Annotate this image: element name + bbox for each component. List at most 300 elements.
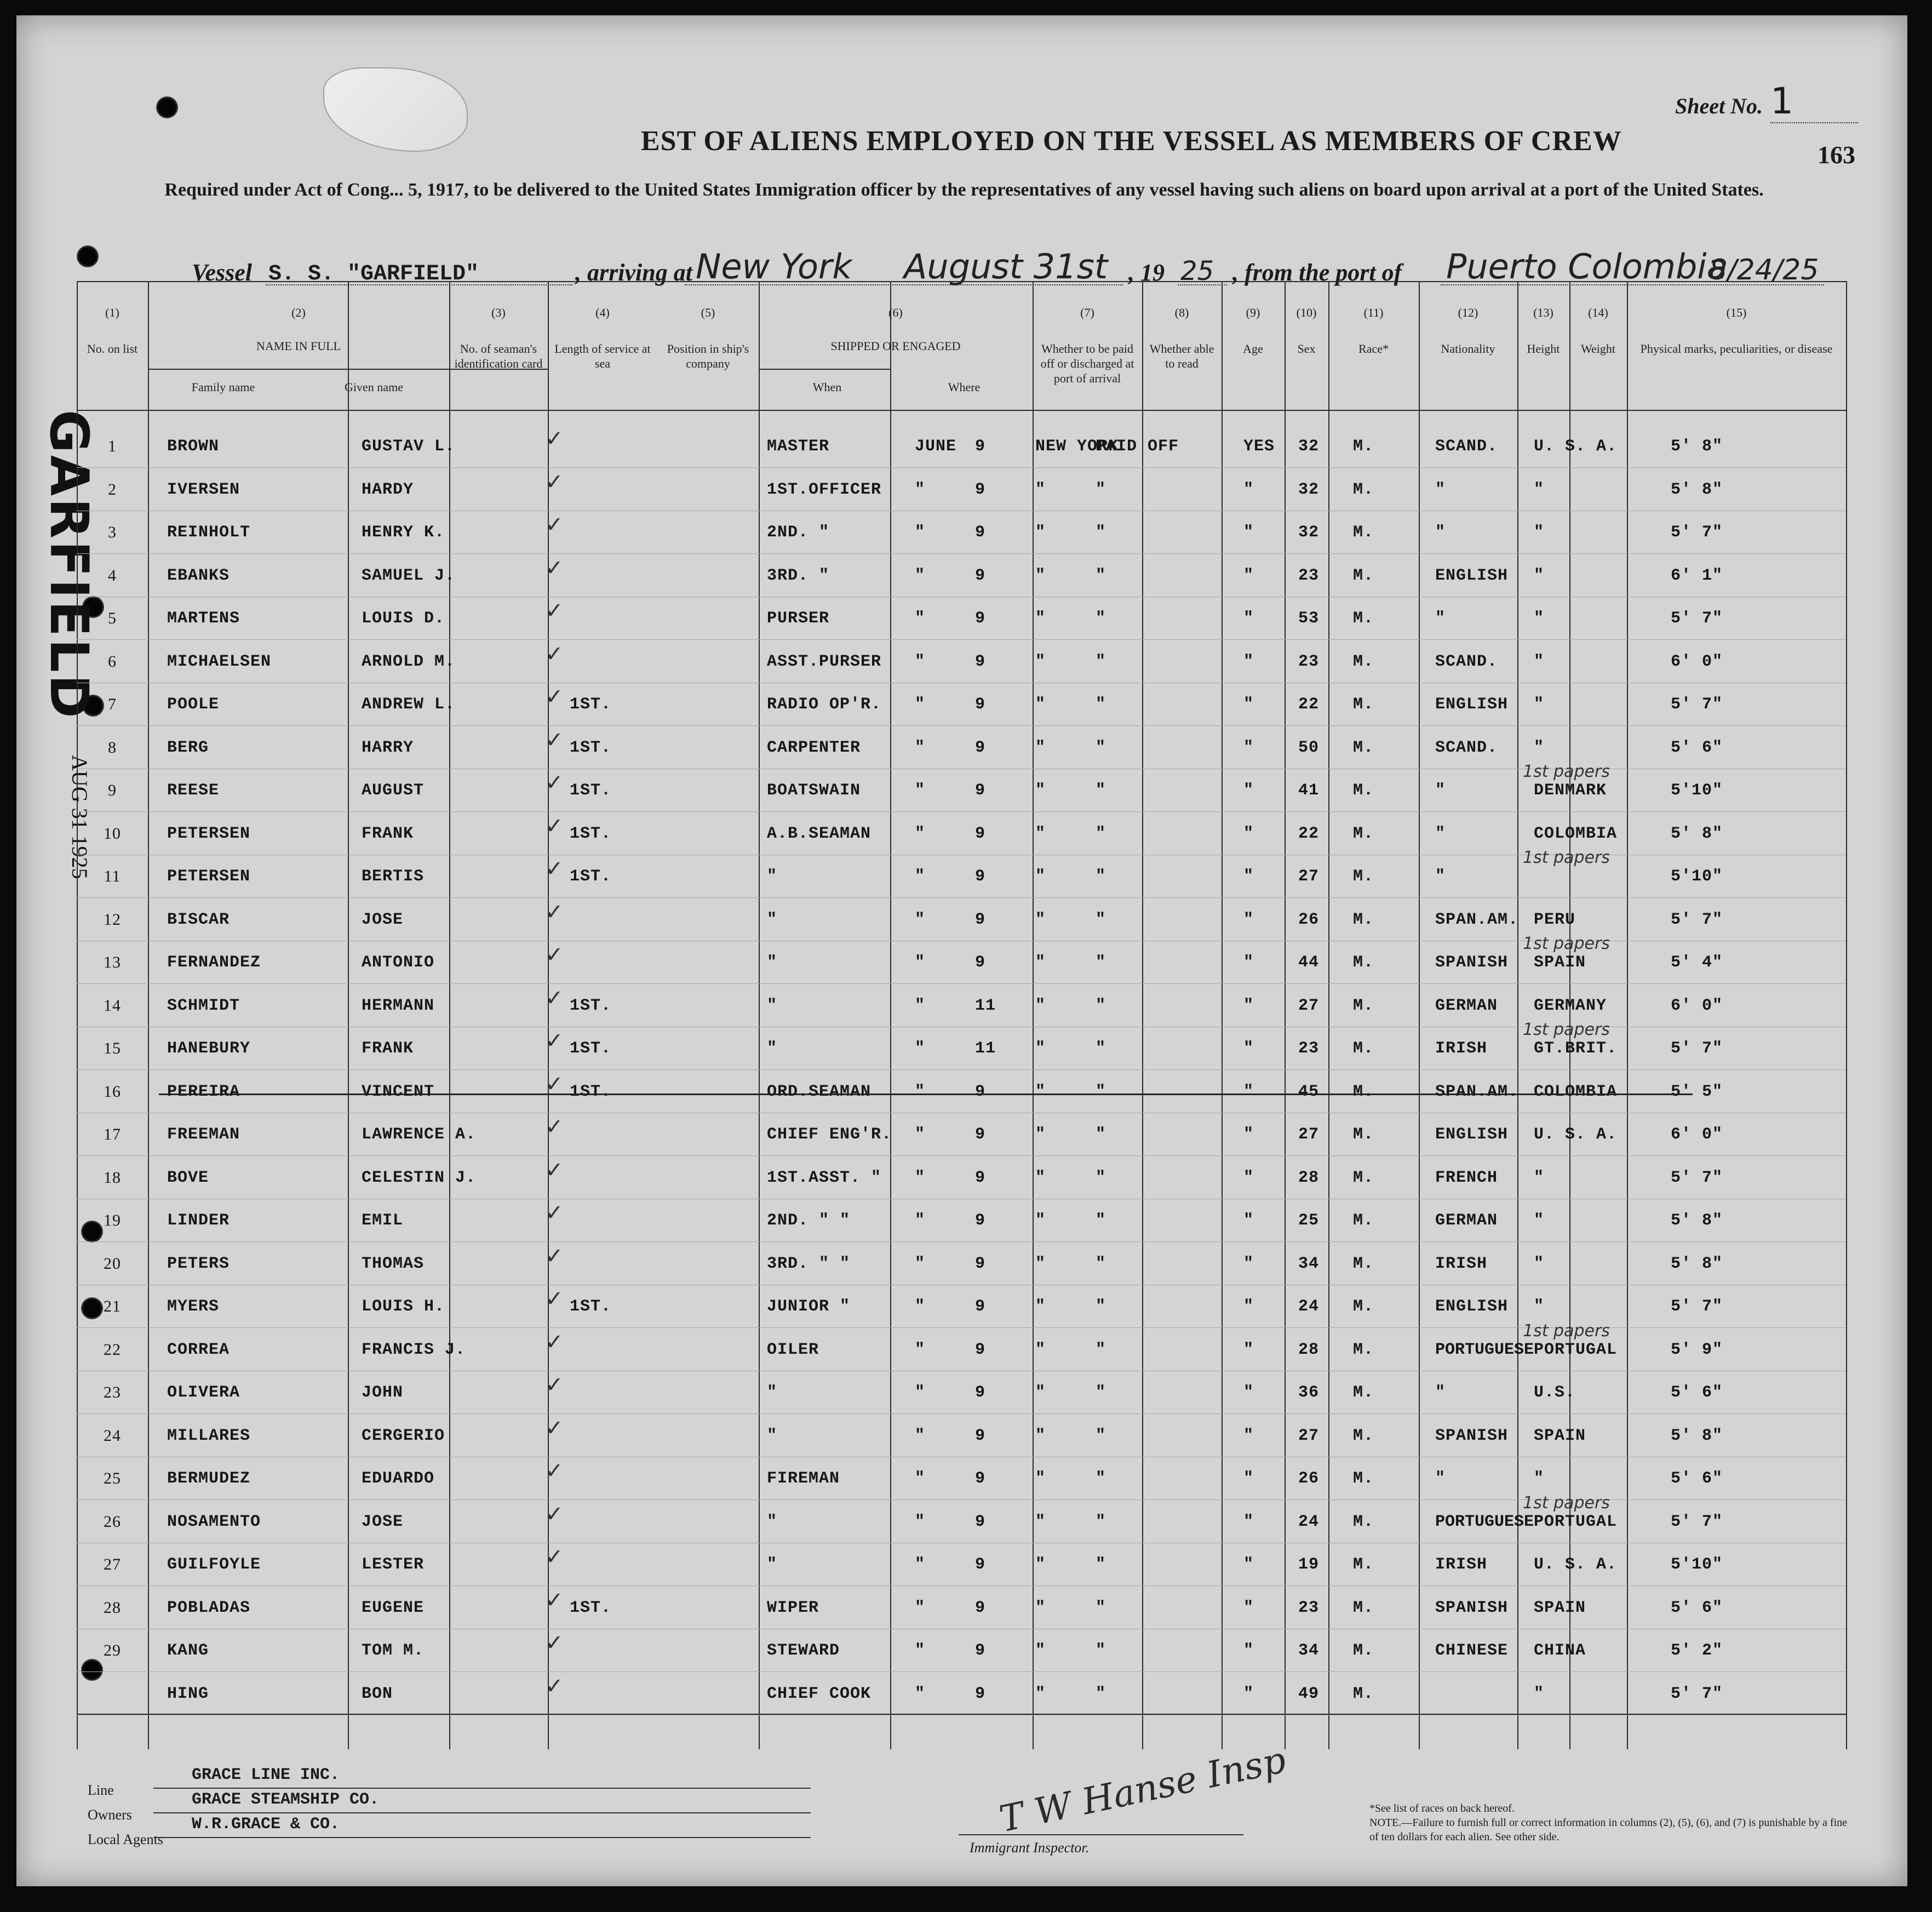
cell-age: 36	[1298, 1383, 1320, 1402]
cell-position: "	[767, 1039, 778, 1058]
line-value: GRACE LINE INC.	[192, 1766, 340, 1784]
cell-nationality: "	[1534, 1168, 1545, 1187]
cell-race: IRISH	[1435, 1555, 1488, 1574]
checkmark-icon: ✓	[545, 899, 564, 925]
cell-shipped-where: "	[1035, 1168, 1046, 1187]
cell-age: 19	[1298, 1555, 1320, 1574]
cell-family-name: SCHMIDT	[167, 996, 240, 1015]
race-note: *See list of races on back hereof.	[1369, 1802, 1515, 1814]
cell-family-name: REESE	[167, 781, 220, 800]
cell-able-to-read: "	[1243, 1039, 1254, 1058]
cell-given-name: VINCENT	[362, 1082, 435, 1101]
cell-given-name: ANTONIO	[362, 953, 435, 972]
cell-able-to-read: "	[1243, 781, 1254, 800]
date-annotation: 8/24/25	[1709, 254, 1819, 287]
cell-shipped-where: "	[1035, 1297, 1046, 1316]
handwritten-note: 1st papers	[1523, 1020, 1610, 1039]
from-port: Puerto Colombia	[1446, 247, 1728, 287]
checkmark-icon: ✓	[545, 512, 564, 537]
cell-shipped-day: 9	[975, 1469, 986, 1488]
cell-family-name: PETERSEN	[167, 824, 251, 843]
cell-sex: M.	[1353, 910, 1374, 929]
cell-shipped-month: "	[915, 1555, 926, 1574]
column-subheader: Family name	[191, 380, 255, 394]
column-number: (15)	[1726, 306, 1747, 319]
cell-height: 6' 0"	[1671, 996, 1723, 1015]
cell-shipped-month: "	[915, 566, 926, 585]
cell-shipped-day: 9	[975, 652, 986, 671]
cell-nationality: "	[1534, 1254, 1545, 1273]
punch-hole	[156, 96, 178, 118]
cell-nationality: "	[1534, 1297, 1545, 1316]
cell-position: 1ST.ASST. "	[767, 1168, 882, 1187]
cell-nationality: GERMANY	[1534, 996, 1607, 1015]
cell-race: GERMAN	[1435, 996, 1498, 1015]
cell-paid-off: "	[1096, 480, 1107, 499]
cell-age: 23	[1298, 1039, 1320, 1058]
cell-position: WIPER	[767, 1598, 819, 1617]
cell-race: PORTUGUESE	[1435, 1340, 1534, 1359]
cell-sex: M.	[1353, 609, 1374, 628]
margin-stamp: GARFIELD	[38, 410, 100, 720]
cell-paid-off: "	[1096, 566, 1107, 585]
cell-height: 5'10"	[1671, 1555, 1723, 1574]
cell-able-to-read: "	[1243, 1383, 1254, 1402]
checkmark-icon: ✓	[545, 1501, 564, 1527]
cell-nationality: "	[1534, 480, 1545, 499]
cell-shipped-month: "	[915, 867, 926, 886]
cell-height: 5' 7"	[1671, 523, 1723, 542]
checkmark-icon: ✓	[545, 426, 564, 451]
cell-race: IRISH	[1435, 1039, 1488, 1058]
cell-able-to-read: "	[1243, 1469, 1254, 1488]
cell-row-number: 13	[104, 953, 121, 971]
cell-given-name: JOSE	[362, 910, 404, 929]
cell-family-name: FREEMAN	[167, 1125, 240, 1144]
cell-position: ORD.SEAMAN	[767, 1082, 872, 1101]
cell-able-to-read: "	[1243, 1254, 1254, 1273]
cell-paid-off: "	[1096, 953, 1107, 972]
cell-nationality: PORTUGAL	[1534, 1512, 1618, 1531]
cell-height: 5'10"	[1671, 867, 1723, 886]
column-number: (5)	[701, 306, 715, 319]
cell-given-name: HARDY	[362, 480, 414, 499]
cell-family-name: CORREA	[167, 1340, 230, 1359]
cell-paid-off: "	[1096, 1641, 1107, 1660]
cell-family-name: MARTENS	[167, 609, 240, 628]
column-header: Physical marks, peculiarities, or disease	[1640, 342, 1833, 356]
cell-race: ENGLISH	[1435, 566, 1509, 585]
checkmark-icon: ✓	[545, 1544, 564, 1570]
cell-shipped-day: 9	[975, 1512, 986, 1531]
cell-family-name: OLIVERA	[167, 1383, 240, 1402]
cell-row-number: 24	[104, 1426, 121, 1445]
cell-shipped-month: "	[915, 1211, 926, 1230]
checkmark-icon: ✓	[545, 641, 564, 667]
cell-shipped-where: "	[1035, 480, 1046, 499]
cell-shipped-month: "	[915, 953, 926, 972]
cell-position: A.B.SEAMAN	[767, 824, 872, 843]
cell-able-to-read: "	[1243, 609, 1254, 628]
cell-able-to-read: "	[1243, 953, 1254, 972]
cell-row-number: 4	[108, 566, 117, 585]
cell-family-name: BROWN	[167, 437, 220, 456]
cell-paid-off: "	[1096, 1039, 1107, 1058]
cell-race: "	[1435, 781, 1446, 800]
cell-row-number: 20	[104, 1254, 121, 1273]
cell-row-number: 18	[104, 1168, 121, 1187]
cell-able-to-read: "	[1243, 824, 1254, 843]
cell-row-number: 16	[104, 1082, 121, 1101]
cell-shipped-month: "	[915, 1254, 926, 1273]
cell-sex: M.	[1353, 1469, 1374, 1488]
cell-shipped-month: "	[915, 824, 926, 843]
cell-age: 24	[1298, 1297, 1320, 1316]
cell-race: "	[1435, 1469, 1446, 1488]
column-header: SHIPPED OR ENGAGED	[830, 339, 961, 353]
cell-shipped-where: "	[1035, 781, 1046, 800]
cell-shipped-where: "	[1035, 1039, 1046, 1058]
column-number: (12)	[1458, 306, 1478, 319]
column-number: (1)	[105, 306, 119, 319]
cell-card-number: 1ST.	[570, 1598, 612, 1617]
cell-race: SPAN.AM.	[1435, 910, 1519, 929]
cell-race: SPANISH	[1435, 953, 1509, 972]
cell-nationality: "	[1534, 566, 1545, 585]
cell-shipped-day: 11	[975, 996, 996, 1015]
cell-family-name: BERG	[167, 738, 209, 757]
cell-age: 32	[1298, 437, 1320, 456]
column-number: (9)	[1246, 306, 1260, 319]
cell-paid-off: "	[1096, 1254, 1107, 1273]
cell-height: 5' 8"	[1671, 824, 1723, 843]
checkmark-icon: ✓	[545, 1071, 564, 1097]
cell-row-number: 28	[104, 1598, 121, 1617]
cell-given-name: TOM M.	[362, 1641, 425, 1660]
column-header: Weight	[1581, 342, 1615, 356]
checkmark-icon: ✓	[545, 985, 564, 1011]
checkmark-icon: ✓	[545, 684, 564, 709]
cell-shipped-day: 9	[975, 738, 986, 757]
cell-able-to-read: "	[1243, 480, 1254, 499]
cell-able-to-read: "	[1243, 1125, 1254, 1144]
cell-shipped-day: 11	[975, 1039, 996, 1058]
arriving-port: New York	[696, 247, 852, 287]
inspector-signature: T W Hanse Insp	[995, 1738, 1290, 1841]
inspector-label: Immigrant Inspector.	[970, 1840, 1090, 1856]
cell-able-to-read: "	[1243, 1082, 1254, 1101]
cell-race: SPANISH	[1435, 1426, 1509, 1445]
cell-family-name: HANEBURY	[167, 1039, 251, 1058]
cell-race: ENGLISH	[1435, 1297, 1509, 1316]
column-header: Length of service at sea	[554, 342, 651, 370]
cell-shipped-month: "	[915, 1297, 926, 1316]
cell-shipped-where: "	[1035, 1555, 1046, 1574]
cell-shipped-where: "	[1035, 1641, 1046, 1660]
checkmark-icon: ✓	[545, 1372, 564, 1398]
torn-paper-patch	[323, 67, 468, 152]
cell-nationality: PORTUGAL	[1534, 1340, 1618, 1359]
cell-age: 24	[1298, 1512, 1320, 1531]
cell-shipped-month: "	[915, 1469, 926, 1488]
cell-position: FIREMAN	[767, 1469, 840, 1488]
cell-shipped-month: "	[915, 1426, 926, 1445]
cell-shipped-where: "	[1035, 1469, 1046, 1488]
cell-sex: M.	[1353, 1512, 1374, 1531]
cell-race: IRISH	[1435, 1254, 1488, 1273]
cell-sex: M.	[1353, 1340, 1374, 1359]
column-header: Whether able to read	[1149, 342, 1214, 370]
cell-able-to-read: "	[1243, 1684, 1254, 1703]
cell-row-number: 12	[104, 910, 121, 929]
cell-age: 26	[1298, 910, 1320, 929]
cell-shipped-where: "	[1035, 566, 1046, 585]
cell-family-name: MICHAELSEN	[167, 652, 272, 671]
year-prefix: , 19	[1128, 259, 1165, 286]
cell-position: "	[767, 996, 778, 1015]
cell-given-name: LESTER	[362, 1555, 425, 1574]
cell-sex: M.	[1353, 996, 1374, 1015]
column-header: No. on list	[87, 342, 138, 356]
cell-shipped-where: "	[1035, 1426, 1046, 1445]
cell-age: 34	[1298, 1641, 1320, 1660]
cell-position: 2ND. " "	[767, 1211, 851, 1230]
cell-row-number: 8	[108, 738, 117, 757]
checkmark-icon: ✓	[545, 555, 564, 581]
cell-card-number: 1ST.	[570, 695, 612, 714]
cell-able-to-read: "	[1243, 1641, 1254, 1660]
cell-paid-off: "	[1096, 867, 1107, 886]
cell-race: GERMAN	[1435, 1211, 1498, 1230]
column-header: NAME IN FULL	[256, 339, 341, 353]
cell-shipped-month: "	[915, 523, 926, 542]
cell-row-number: 26	[104, 1512, 121, 1531]
cell-position: CHIEF ENG'R.	[767, 1125, 892, 1144]
cell-family-name: NOSAMENTO	[167, 1512, 261, 1531]
cell-shipped-day: 9	[975, 824, 986, 843]
cell-shipped-month: "	[915, 695, 926, 714]
sheet-label: Sheet No.	[1675, 94, 1763, 118]
cell-shipped-where: "	[1035, 1383, 1046, 1402]
cell-given-name: JOSE	[362, 1512, 404, 1531]
cell-nationality: "	[1534, 652, 1545, 671]
cell-nationality: SPAIN	[1534, 1426, 1586, 1445]
cell-sex: M.	[1353, 824, 1374, 843]
cell-height: 5' 8"	[1671, 1211, 1723, 1230]
cell-shipped-day: 9	[975, 1383, 986, 1402]
cell-age: 23	[1298, 566, 1320, 585]
cell-shipped-day: 9	[975, 523, 986, 542]
column-number: (2)	[291, 306, 306, 319]
cell-sex: M.	[1353, 437, 1374, 456]
cell-sex: M.	[1353, 1598, 1374, 1617]
cell-able-to-read: "	[1243, 910, 1254, 929]
cell-able-to-read: "	[1243, 523, 1254, 542]
cell-age: 25	[1298, 1211, 1320, 1230]
cell-family-name: REINHOLT	[167, 523, 251, 542]
column-header: No. of seaman's identification card	[454, 342, 543, 370]
cell-shipped-month: "	[915, 1168, 926, 1187]
cell-shipped-month: "	[915, 996, 926, 1015]
cell-age: 53	[1298, 609, 1320, 628]
cell-height: 5' 6"	[1671, 1469, 1723, 1488]
cell-height: 5' 7"	[1671, 609, 1723, 628]
cell-height: 5' 7"	[1671, 1684, 1723, 1703]
cell-nationality: COLOMBIA	[1534, 1082, 1618, 1101]
cell-paid-off: "	[1096, 695, 1107, 714]
cell-shipped-day: 9	[975, 953, 986, 972]
cell-race: "	[1435, 480, 1446, 499]
cell-family-name: POOLE	[167, 695, 220, 714]
cell-nationality: "	[1534, 695, 1545, 714]
cell-shipped-day: 9	[975, 1254, 986, 1273]
column-number: (10)	[1296, 306, 1317, 319]
cell-height: 5' 7"	[1671, 1168, 1723, 1187]
checkmark-icon: ✓	[545, 1028, 564, 1054]
cell-shipped-month: "	[915, 1340, 926, 1359]
cell-family-name: BISCAR	[167, 910, 230, 929]
cell-shipped-where: "	[1035, 1684, 1046, 1703]
cell-shipped-month: "	[915, 1598, 926, 1617]
cell-position: "	[767, 1555, 778, 1574]
checkmark-icon: ✓	[545, 727, 564, 753]
cell-position: STEWARD	[767, 1641, 840, 1660]
cell-position: PURSER	[767, 609, 830, 628]
cell-shipped-where: "	[1035, 738, 1046, 757]
cell-given-name: AUGUST	[362, 781, 425, 800]
cell-given-name: JOHN	[362, 1383, 404, 1402]
cell-able-to-read: "	[1243, 1555, 1254, 1574]
cell-family-name: MILLARES	[167, 1426, 251, 1445]
cell-sex: M.	[1353, 1039, 1374, 1058]
cell-race: ENGLISH	[1435, 1125, 1509, 1144]
checkmark-icon: ✓	[545, 813, 564, 839]
cell-shipped-month: "	[915, 1512, 926, 1531]
cell-position: CHIEF COOK	[767, 1684, 872, 1703]
cell-nationality: "	[1534, 738, 1545, 757]
cell-paid-off: "	[1096, 1125, 1107, 1144]
cell-shipped-month: "	[915, 652, 926, 671]
cell-age: 27	[1298, 1426, 1320, 1445]
cell-row-number: 21	[104, 1297, 121, 1315]
cell-shipped-day: 9	[975, 1082, 986, 1101]
cell-race: "	[1435, 523, 1446, 542]
cell-shipped-where: "	[1035, 652, 1046, 671]
cell-given-name: HENRY K.	[362, 523, 445, 542]
cell-age: 34	[1298, 1254, 1320, 1273]
cell-paid-off: "	[1096, 1082, 1107, 1101]
cell-given-name: FRANK	[362, 1039, 414, 1058]
cell-row-number: 11	[104, 867, 121, 885]
cell-age: 49	[1298, 1684, 1320, 1703]
cell-paid-off: "	[1096, 824, 1107, 843]
cell-height: 5' 7"	[1671, 910, 1723, 929]
cell-shipped-where: "	[1035, 609, 1046, 628]
cell-able-to-read: "	[1243, 1297, 1254, 1316]
cell-sex: M.	[1353, 1641, 1374, 1660]
column-header: Sex	[1297, 342, 1316, 356]
column-number: (6)	[888, 306, 903, 319]
cell-age: 44	[1298, 953, 1320, 972]
checkmark-icon: ✓	[545, 1673, 564, 1699]
cell-family-name: PEREIRA	[167, 1082, 240, 1101]
cell-height: 5'10"	[1671, 781, 1723, 800]
page-number: 163	[1818, 141, 1855, 169]
cell-height: 5' 8"	[1671, 1426, 1723, 1445]
cell-shipped-where: "	[1035, 910, 1046, 929]
cell-given-name: HARRY	[362, 738, 414, 757]
handwritten-note: 1st papers	[1523, 934, 1610, 953]
cell-able-to-read: YES	[1243, 437, 1275, 456]
cell-height: 5' 7"	[1671, 1039, 1723, 1058]
cell-shipped-month: "	[915, 1039, 926, 1058]
footer-note	[1369, 1801, 1851, 1844]
cell-race: SCAND.	[1435, 652, 1498, 671]
cell-able-to-read: "	[1243, 1598, 1254, 1617]
cell-shipped-month: "	[915, 609, 926, 628]
cell-nationality: SPAIN	[1534, 953, 1586, 972]
cell-shipped-where: "	[1035, 1211, 1046, 1230]
checkmark-icon: ✓	[545, 1114, 564, 1140]
cell-paid-off: "	[1096, 1297, 1107, 1316]
cell-paid-off: "	[1096, 1340, 1107, 1359]
cell-card-number: 1ST.	[570, 996, 612, 1015]
checkmark-icon: ✓	[545, 1286, 564, 1312]
cell-race: SCAND.	[1435, 437, 1498, 456]
cell-height: 5' 8"	[1671, 437, 1723, 456]
cell-position: MASTER	[767, 437, 830, 456]
cell-paid-off: "	[1096, 738, 1107, 757]
cell-nationality: U. S. A.	[1534, 1125, 1618, 1144]
cell-row-number: 7	[108, 695, 117, 713]
arriving-label: , arriving at	[575, 259, 692, 286]
cell-age: 27	[1298, 996, 1320, 1015]
cell-shipped-where: "	[1035, 1598, 1046, 1617]
sheet-number	[1675, 80, 1858, 123]
cell-paid-off: "	[1096, 1684, 1107, 1703]
cell-family-name: LINDER	[167, 1211, 230, 1230]
cell-row-number: 29	[104, 1641, 121, 1659]
from-label: , from the port of	[1232, 259, 1402, 286]
cell-paid-off: "	[1096, 1383, 1107, 1402]
cell-position: JUNIOR "	[767, 1297, 851, 1316]
cell-sex: M.	[1353, 523, 1374, 542]
cell-age: 32	[1298, 523, 1320, 542]
cell-shipped-day: 9	[975, 695, 986, 714]
cell-shipped-month: "	[915, 480, 926, 499]
cell-shipped-where: "	[1035, 1125, 1046, 1144]
cell-shipped-day: 9	[975, 867, 986, 886]
cell-shipped-day: 9	[975, 1426, 986, 1445]
cell-shipped-where: "	[1035, 867, 1046, 886]
cell-shipped-where: "	[1035, 824, 1046, 843]
cell-able-to-read: "	[1243, 695, 1254, 714]
cell-given-name: EDUARDO	[362, 1469, 435, 1488]
cell-sex: M.	[1353, 652, 1374, 671]
cell-shipped-month: "	[915, 1125, 926, 1144]
cell-shipped-day: 9	[975, 609, 986, 628]
column-header: Nationality	[1441, 342, 1495, 356]
cell-able-to-read: "	[1243, 652, 1254, 671]
cell-row-number: 15	[104, 1039, 121, 1057]
page-title: EST OF ALIENS EMPLOYED ON THE VESSEL AS MEMBERS OF CREW	[641, 125, 1622, 157]
cell-family-name: PETERS	[167, 1254, 230, 1273]
cell-shipped-month: "	[915, 910, 926, 929]
cell-height: 5' 2"	[1671, 1641, 1723, 1660]
cell-age: 28	[1298, 1340, 1320, 1359]
cell-paid-off: "	[1096, 910, 1107, 929]
cell-given-name: CELESTIN J.	[362, 1168, 477, 1187]
